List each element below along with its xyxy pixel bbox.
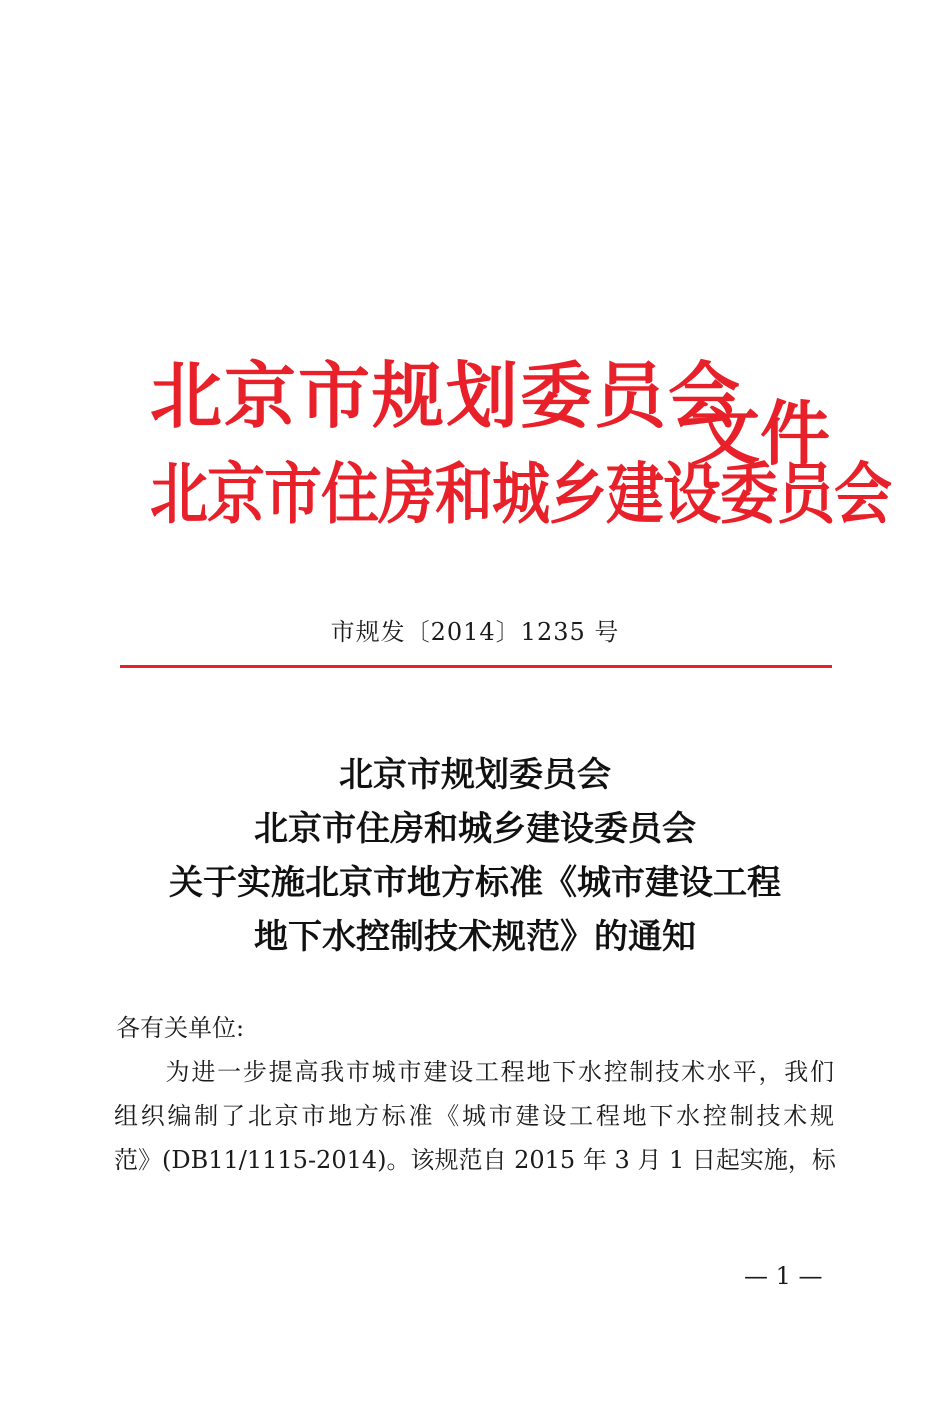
body-line-1: 为进一步提高我市城市建设工程地下水控制技术水平，我们 [114, 1058, 834, 1086]
document-title [0, 748, 950, 964]
title-line-4: 地下水控制技术规范》的通知 [254, 917, 696, 957]
body-paragraph [114, 1050, 834, 1182]
issuer-header-suffix: 文件 [690, 392, 830, 475]
title-line-3: 关于实施北京市地方标准《城市建设工程 [169, 863, 781, 903]
issuer-header-line-1: 北京市规划委员会 [150, 353, 743, 438]
title-line-1: 北京市规划委员会 [339, 755, 611, 795]
title-line-2: 北京市住房和城乡建设委员会 [254, 809, 696, 849]
page-number: — 1 — [744, 1262, 823, 1290]
salutation: 各有关单位: [116, 1014, 245, 1042]
body-line-3: 范》(DB11/1115-2014)。该规范自 2015 年 3 月 1 日起实施，标 [114, 1146, 836, 1174]
body-line-2: 组织编制了北京市地方标准《城市建设工程地下水控制技术规 [114, 1102, 834, 1130]
red-divider-line [120, 665, 832, 668]
issuer-header-line-2: 北京市住房和城乡建设委员会 [150, 454, 892, 534]
document-number: 市规发〔2014〕1235 号 [330, 618, 620, 646]
